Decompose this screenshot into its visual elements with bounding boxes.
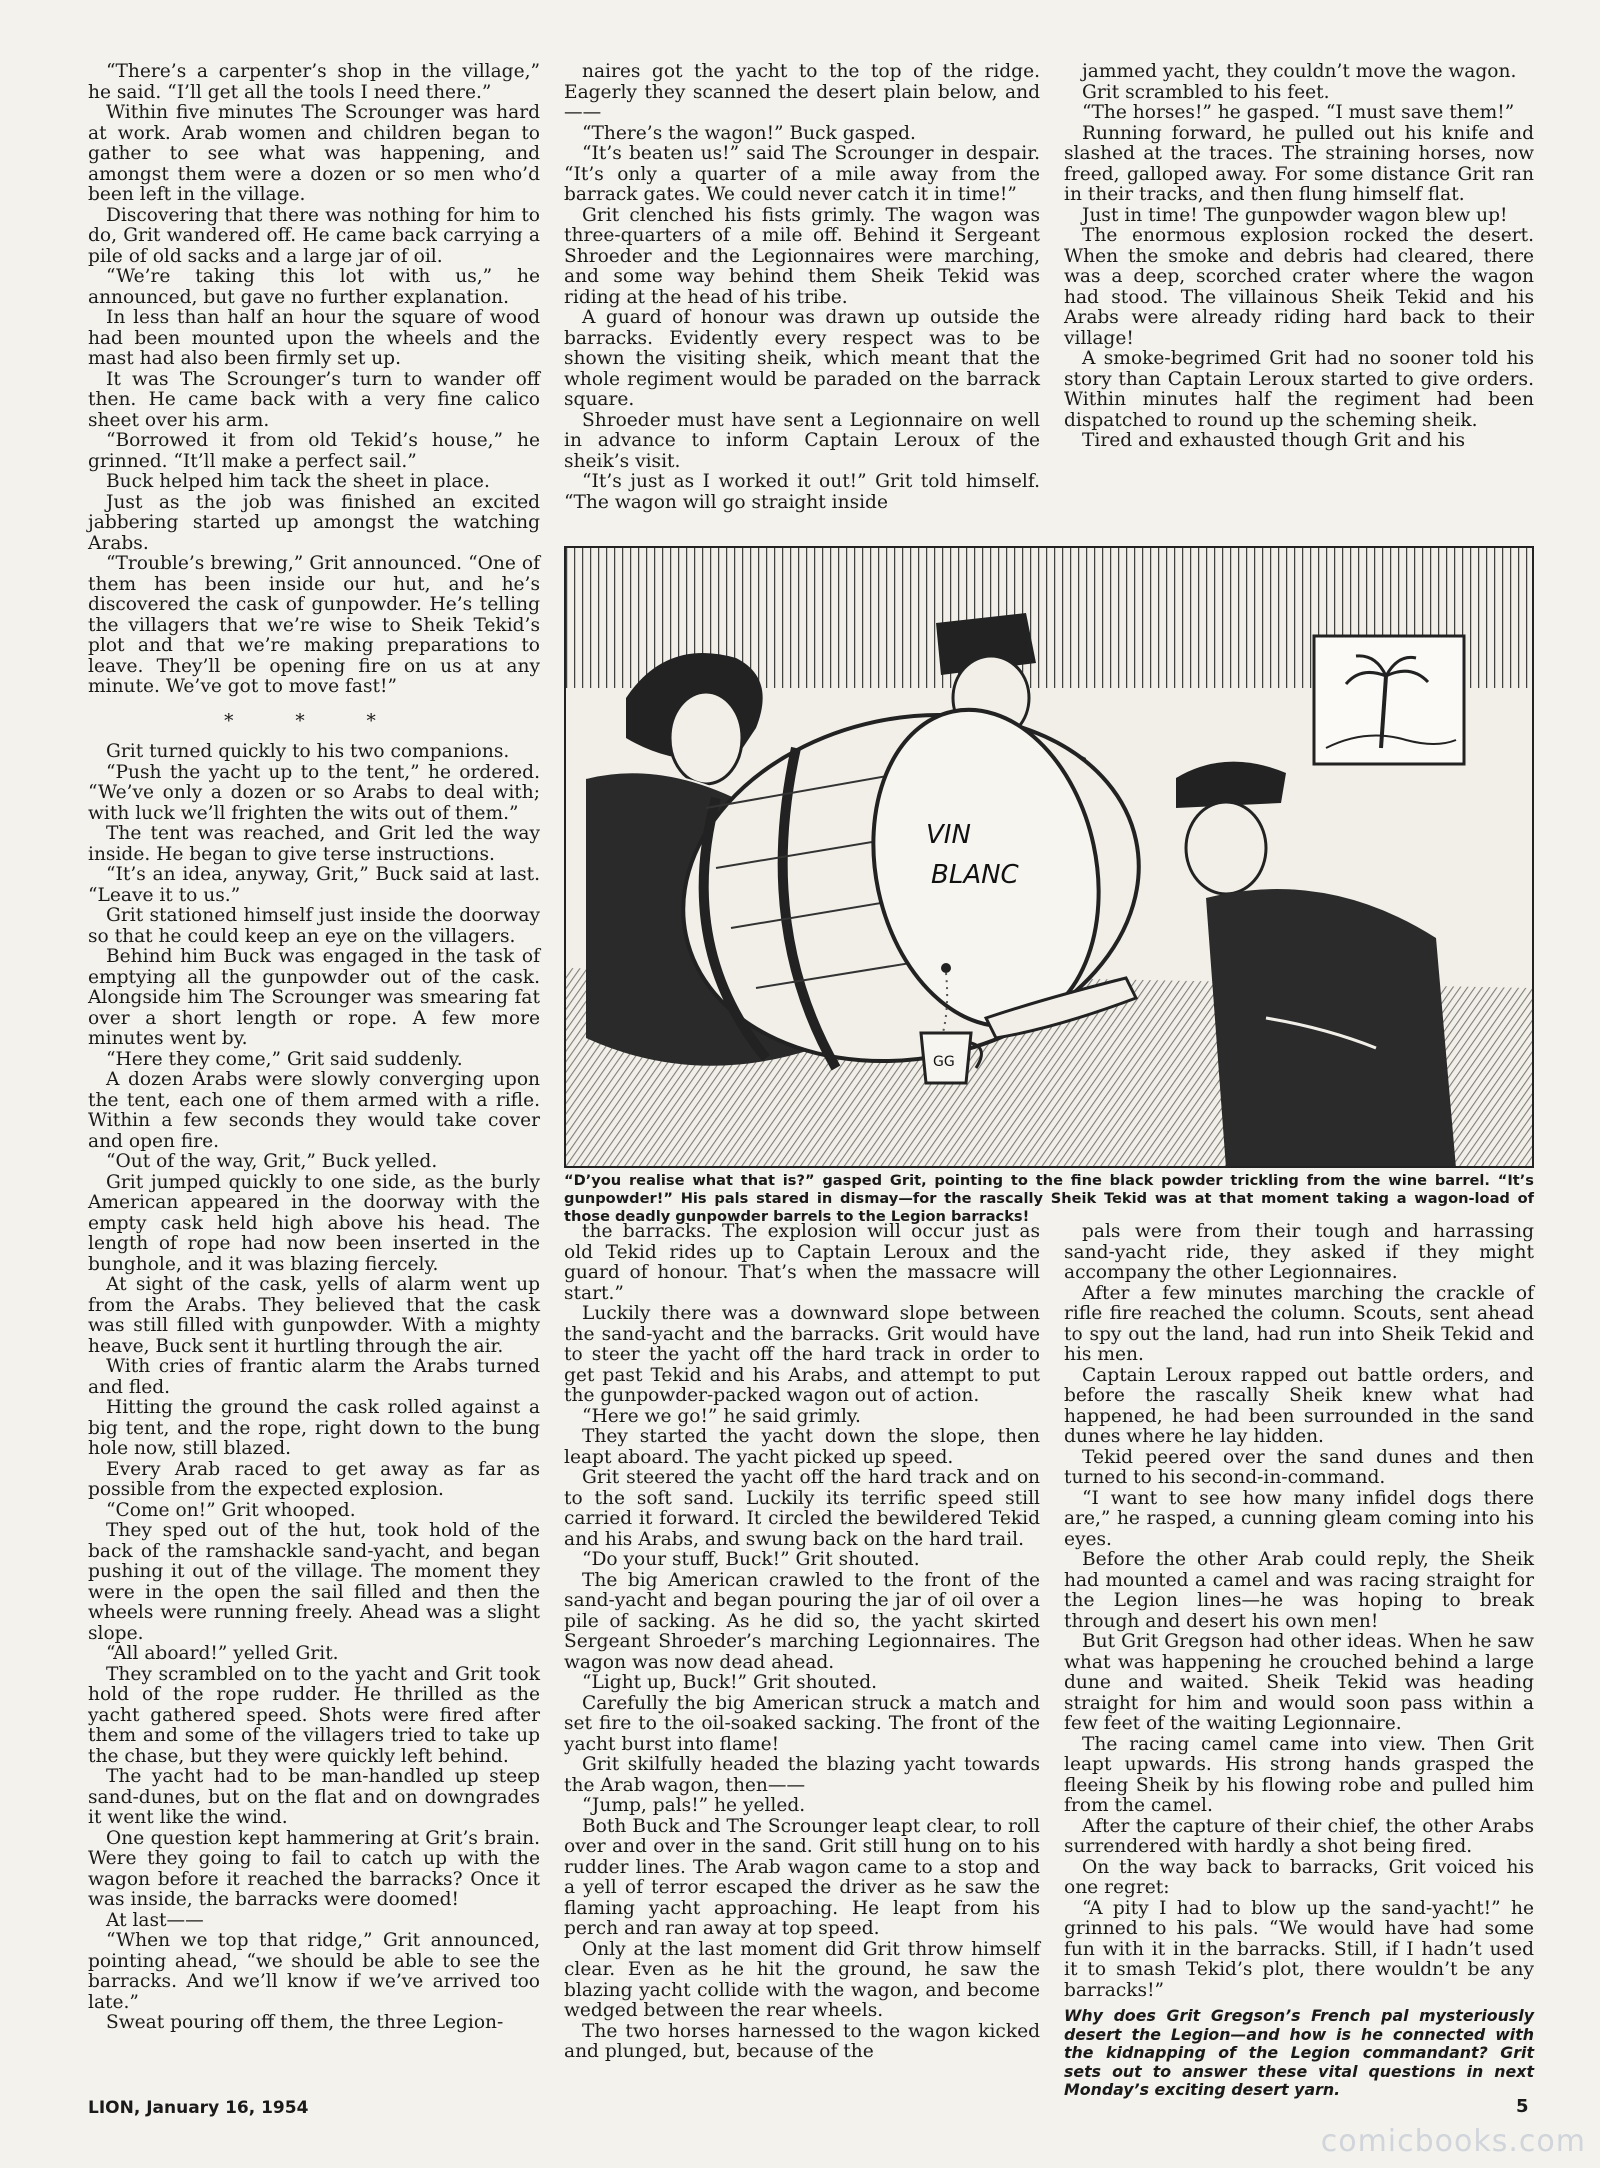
- paragraph: “Borrowed it from old Tekid’s house,” he grinned. “It’ll make a perfect sail.”: [88, 430, 540, 472]
- next-episode-teaser: Why does Grit Gregson’s French pal mysteriously desert the Legion—and how is he connected with the kidnapping of the Legion commandant? Grit sets out to answer these vital questions in next Monday’s exciting desert yarn.: [1064, 2006, 1534, 2099]
- paragraph: In less than half an hour the square of wood had been mounted upon the wheels and the mast had also been firmly set up.: [88, 307, 540, 369]
- paragraph: Grit scrambled to his feet.: [1082, 81, 1330, 103]
- wall-picture: [1314, 636, 1464, 764]
- paragraph: They scrambled on to the yacht and Grit took hold of the rope rudder. He thrilled as the yacht gathered speed. Shots were fired after them and some of the villagers tried to take up the chase, but they were quickly left behind.: [88, 1663, 540, 1767]
- paragraph: Grit steered the yacht off the hard track and on to the soft sand. Luckily its terrific speed still carried it forward. It circled the bewildered Tekid and his Arabs, and swung back on the hard trail.: [564, 1467, 1040, 1550]
- paragraph: The yacht had to be man-handled up steep sand-dunes, but on the flat and on downgrades it went like the wind.: [88, 1766, 540, 1828]
- paragraph: “There’s the wagon!” Buck gasped.: [582, 122, 916, 144]
- paragraph: A guard of honour was drawn up outside the barracks. Evidently every respect was to be shown the visiting sheik, which meant that the whole regiment would be paraded on the barrack square.: [564, 307, 1040, 410]
- paragraph: “Here we go!” he said grimly.: [582, 1405, 861, 1427]
- paragraph: “Push the yacht up to the tent,” he ordered. “We’ve only a dozen or so Arabs to deal with; with luck we’ll frighten the wits out of them.”: [88, 761, 540, 824]
- paragraph: Grit jumped quickly to one side, as the burly American appeared in the doorway with the empty cask held high above his head. The length of rope had now been inserted in the bunghole, and it was blazing fiercely.: [88, 1171, 540, 1275]
- paragraph: naires got the yacht to the top of the ridge. Eagerly they scanned the desert plain below, and——: [564, 61, 1040, 123]
- paragraph: “A pity I had to blow up the sand-yacht!” he grinned to his pals. “We would have had some fun with it in the barracks. Still, if I hadn’t used it to smash Tekid’s plot, there wouldn’t be any barracks!”: [1064, 1897, 1534, 2001]
- paragraph: Carefully the big American struck a match and set fire to the oil-soaked sacking. The front of the yacht burst into flame!: [564, 1692, 1040, 1755]
- mug-initials: GG: [933, 1054, 955, 1070]
- paragraph: They sped out of the hut, took hold of the back of the ramshackle sand-yacht, and began pushing it out of the village. The moment they were in the open the sail filled and then the wheels were running freely. Ahead was a slight slope.: [88, 1520, 540, 1644]
- story-column-2-bottom: [564, 1222, 1040, 2063]
- paragraph: Tired and exhausted though Grit and his: [1082, 430, 1466, 451]
- paragraph: “Do your stuff, Buck!” Grit shouted.: [582, 1549, 920, 1570]
- paragraph: One question kept hammering at Grit’s brain. Were they going to fail to catch up with the wagon before it reached the barracks? Once it was inside, the barracks were doomed!: [88, 1827, 540, 1910]
- watermark: comicbooks.com: [1320, 2124, 1586, 2159]
- paragraph: “When we top that ridge,” Grit announced, pointing ahead, “we should be able to see the barracks. And we’ll know if we’ve arrived too late.”: [88, 1930, 540, 2013]
- paragraph: Tekid peered over the sand dunes and then turned to his second-in-command.: [1064, 1446, 1534, 1488]
- paragraph: On the way back to barracks, Grit voiced his one regret:: [1064, 1856, 1534, 1898]
- paragraph: Within five minutes The Scrounger was hard at work. Arab women and children began to gather to see what was happening, and amongst them were a dozen or so men who’d been left in the village.: [88, 102, 540, 205]
- paragraph: After the capture of their chief, the other Arabs surrendered with hardly a shot being fired.: [1064, 1815, 1534, 1857]
- paragraph: The racing camel came into view. Then Grit leapt upwards. His strong hands grasped the fleeing Sheik by his flowing robe and pulled him from the camel.: [1064, 1733, 1534, 1816]
- paragraph: Shroeder must have sent a Legionnaire on well in advance to inform Captain Leroux of the sheik’s visit.: [564, 409, 1040, 472]
- paragraph: “It’s beaten us!” said The Scrounger in despair. “It’s only a quarter of a mile away from the barrack gates. We could never catch it in time!”: [564, 143, 1040, 205]
- paragraph: Just in time! The gunpowder wagon blew up!: [1082, 204, 1508, 226]
- section-break: * * *: [224, 710, 404, 732]
- paragraph: It was The Scrounger’s turn to wander off then. He came back with a very fine calico sheet over his arm.: [88, 368, 540, 431]
- paragraph: “Here they come,” Grit said suddenly.: [106, 1048, 463, 1070]
- paragraph: They started the yacht down the slope, then leapt aboard. The yacht picked up speed.: [564, 1426, 1040, 1468]
- paragraph: The tent was reached, and Grit led the way inside. He began to give terse instructions.: [88, 823, 540, 865]
- paragraph: Sweat pouring off them, the three Legion-: [106, 2012, 504, 2033]
- paragraph: Hitting the ground the cask rolled against a big tent, and the rope, right down to the bung hole now, still blazed.: [88, 1397, 540, 1459]
- paragraph: Buck helped him tack the sheet in place.: [106, 471, 490, 492]
- paragraph: The two horses harnessed to the wagon kicked and plunged, but, because of the: [564, 2020, 1040, 2062]
- paragraph: Grit skilfully headed the blazing yacht towards the Arab wagon, then——: [564, 1754, 1040, 1796]
- paragraph: pals were from their tough and harrassing sand-yacht ride, they asked if they might accompany the other Legionnaires.: [1064, 1221, 1534, 1283]
- paragraph: “Light up, Buck!” Grit shouted.: [582, 1672, 878, 1693]
- paragraph: “I want to see how many infidel dogs there are,” he rasped, a cunning gleam coming into his eyes.: [1064, 1487, 1534, 1550]
- paragraph: Only at the last moment did Grit throw himself clear. Even as he hit the ground, he saw the blazing yacht collide with the wagon, and become wedged between the rear wheels.: [564, 1938, 1040, 2021]
- story-column-3-top: [1064, 62, 1534, 452]
- paragraph: Behind him Buck was engaged in the task of emptying all the gunpowder out of the cask. Alongside him The Scrounger was smearing fat over a short length or rope. A few more minutes went by.: [88, 946, 540, 1049]
- paragraph: The enormous explosion rocked the desert. When the smoke and debris had cleared, there was a deep, scorched crater where the wagon had stood. The villainous Sheik Tekid and his Arabs were already riding hard back to their village!: [1064, 225, 1534, 349]
- paragraph: “Jump, pals!” he yelled.: [582, 1795, 806, 1816]
- barrel-label-line1: VIN: [926, 820, 971, 850]
- illustration-caption: “D’you realise what that is?” gasped Grit, pointing to the fine black powder trickling from the wine barrel. “It’s gunpowder!” His pals stared in dismay—for the rascally Sheik Tekid was at that moment taking a wagon-load of those deadly gunpowder barrels to the Legion barracks!: [564, 1172, 1534, 1225]
- paragraph: Discovering that there was nothing for him to do, Grit wandered off. He came back carrying a pile of old sacks and a large jar of oil.: [88, 204, 540, 267]
- story-column-2-top: [564, 62, 1040, 513]
- paragraph: Grit turned quickly to his two companions.: [106, 741, 510, 762]
- barrel-label-line2: BLANC: [931, 860, 1019, 890]
- paragraph: A smoke-begrimed Grit had no sooner told his story than Captain Leroux started to give orders. Within minutes half the regiment had been dispatched to round up the scheming sheik.: [1064, 348, 1534, 431]
- paragraph: “Out of the way, Grit,” Buck yelled.: [106, 1151, 438, 1172]
- paragraph: After a few minutes marching the crackle of rifle fire reached the column. Scouts, sent ahead to spy out the land, had run into Sheik Tekid and his men.: [1064, 1282, 1534, 1365]
- paragraph: “All aboard!” yelled Grit.: [106, 1643, 339, 1664]
- paragraph: Grit stationed himself just inside the doorway so that he could keep an eye on the villagers.: [88, 905, 540, 947]
- paragraph: Before the other Arab could reply, the Sheik had mounted a camel and was racing straight for the Legion lines—he was hoping to break through and desert his own men!: [1064, 1549, 1534, 1632]
- paragraph: Both Buck and The Scrounger leapt clear, to roll over and over in the sand. Grit still hung on to his rudder lines. The Arab wagon came to a stop and a yell of terror escaped the driver as he saw the flaming yacht approaching. He leapt from his perch and ran away at top speed.: [564, 1815, 1040, 1939]
- paragraph: Every Arab raced to get away as far as possible from the expected explosion.: [88, 1458, 540, 1500]
- paragraph: “There’s a carpenter’s shop in the village,” he said. “I’ll get all the tools I need there.”: [88, 61, 540, 103]
- paragraph: But Grit Gregson had other ideas. When he saw what was happening he crouched behind a large dune and waited. Sheik Tekid was heading straight for him and would soon pass within a few feet of the waiting Legionnaire.: [1064, 1631, 1534, 1734]
- page-number: 5: [1516, 2096, 1529, 2117]
- paragraph: the barracks. The explosion will occur just as old Tekid rides up to Captain Leroux and the guard of honour. That’s when the massacre will start.”: [564, 1221, 1040, 1304]
- paragraph: jammed yacht, they couldn’t move the wagon.: [1082, 61, 1517, 82]
- paragraph: Luckily there was a downward slope between the sand-yacht and the barracks. Grit would have to steer the yacht off the hard track in order to get past Tekid and his Arabs, and attempt to put the gunpowder-packed wagon out of action.: [564, 1303, 1040, 1406]
- paragraph: “We’re taking this lot with us,” he announced, but gave no further explanation.: [88, 266, 540, 308]
- paragraph: At last——: [106, 1909, 204, 1931]
- illustration-panel: [564, 546, 1534, 1168]
- paragraph: With cries of frantic alarm the Arabs turned and fled.: [88, 1356, 540, 1398]
- paragraph: “Come on!” Grit whooped.: [106, 1499, 356, 1521]
- paragraph: Running forward, he pulled out his knife and slashed at the traces. The straining horses, now freed, galloped away. For some distance Grit ran in their tracks, and then flung himself flat.: [1064, 122, 1534, 205]
- story-column-1: [88, 62, 540, 2034]
- paragraph: Just as the job was finished an excited jabbering started up amongst the watching Arabs.: [88, 491, 540, 554]
- paragraph: At sight of the cask, yells of alarm went up from the Arabs. They believed that the cask was still filled with gunpowder. With a mighty heave, Buck sent it hurtling through the air.: [88, 1274, 540, 1357]
- paragraph: “Trouble’s brewing,” Grit announced. “One of them has been inside our hut, and he’s discovered the cask of gunpowder. He’s telling the villagers that we’re wise to Sheik Tekid’s plot and that we’re making preparations to leave. They’ll be opening fire on us at any minute. We’ve got to move fast!”: [88, 553, 540, 697]
- paragraph: Captain Leroux rapped out battle orders, and before the rascally Sheik knew what had happened, he had been surrounded in the sand dunes where he lay hidden.: [1064, 1364, 1534, 1447]
- paragraph: “It’s an idea, anyway, Grit,” Buck said at last. “Leave it to us.”: [88, 864, 540, 906]
- paragraph: The big American crawled to the front of the sand-yacht and began pouring the jar of oil over a pile of sacking. As he did so, the yacht skirted Sergeant Shroeder’s marching Legionnaires. The wagon was now dead ahead.: [564, 1569, 1040, 1673]
- paragraph: “It’s just as I worked it out!” Grit told himself. “The wagon will go straight inside: [564, 471, 1040, 513]
- paragraph: Grit clenched his fists grimly. The wagon was three-quarters of a mile off. Behind it Sergeant Shroeder and the Legionnaires were marching, and some way behind them Sheik Tekid was riding at the head of his tribe.: [564, 204, 1040, 308]
- paragraph: A dozen Arabs were slowly converging upon the tent, each one of them armed with a rifle. Within a few seconds they would take cover and open fire.: [88, 1069, 540, 1152]
- story-column-3-bottom: [1064, 1222, 1534, 2100]
- paragraph: “The horses!” he gasped. “I must save them!”: [1082, 102, 1515, 123]
- footer-issue-date: LION, January 16, 1954: [88, 2098, 309, 2118]
